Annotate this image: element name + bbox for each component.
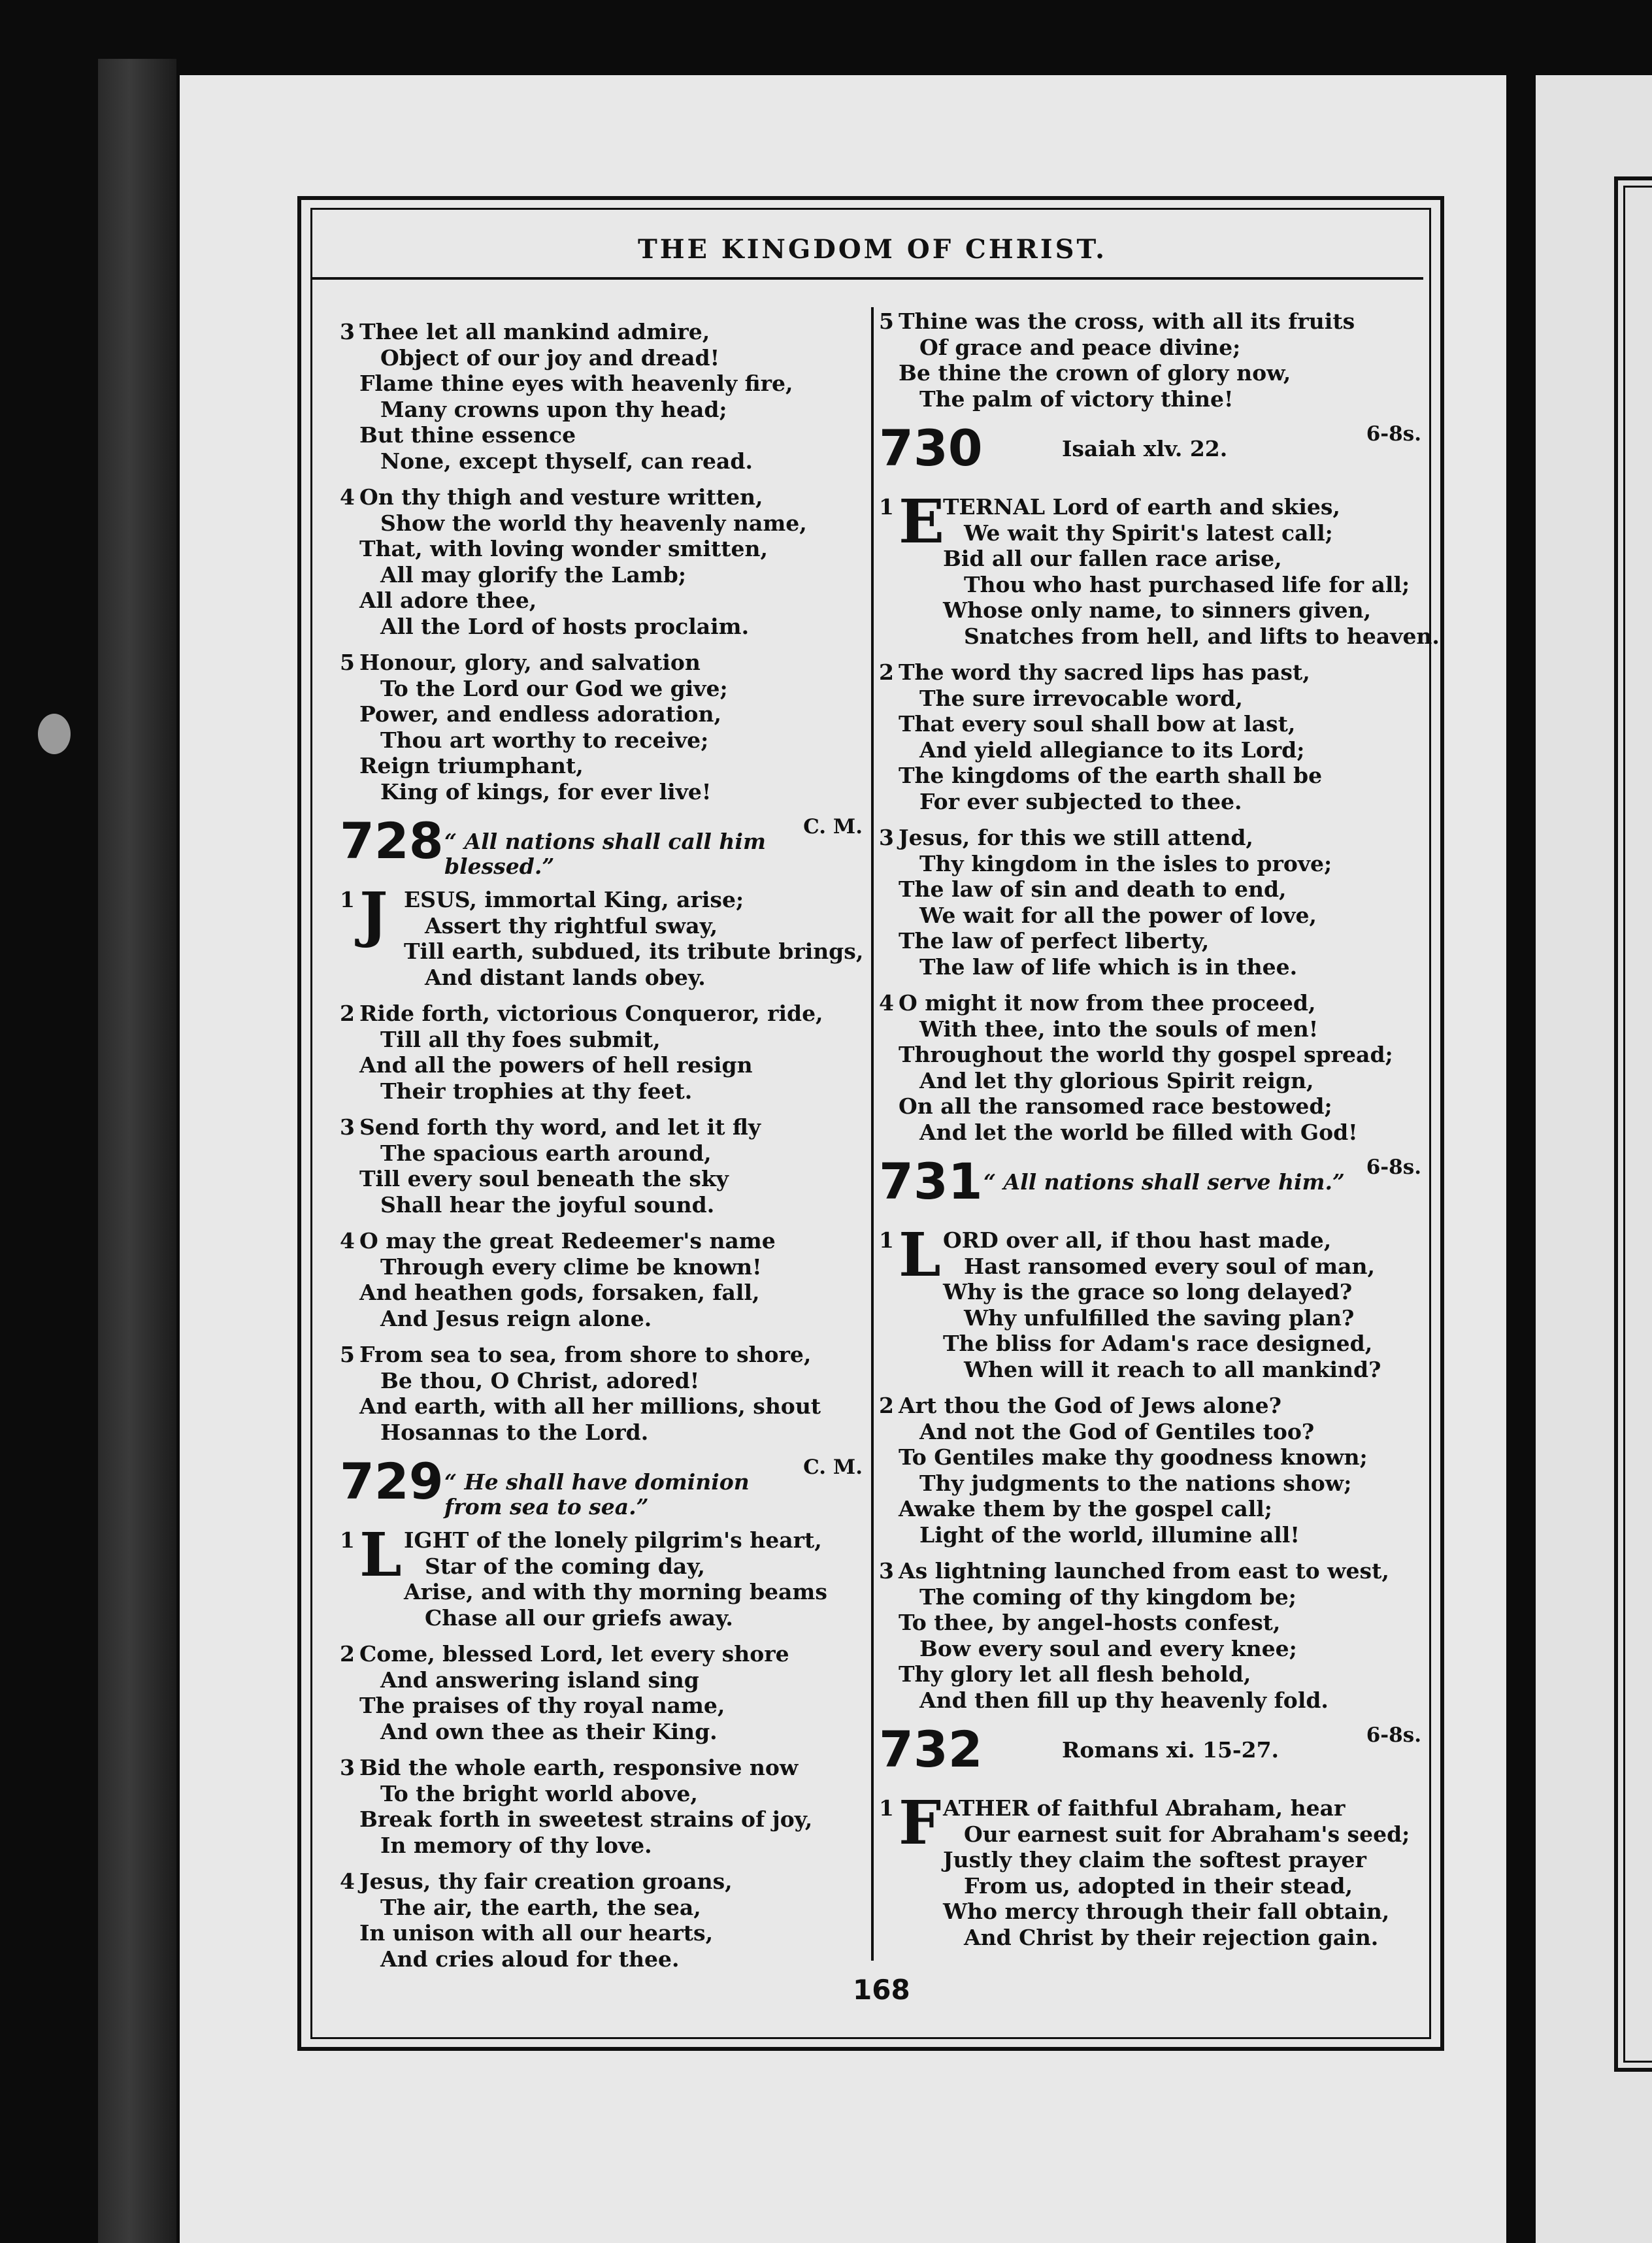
verse-line: And let thy glorious Spirit reign, bbox=[919, 1067, 1314, 1093]
verse-line: Who mercy through their fall obtain, bbox=[943, 1899, 1390, 1924]
running-head: THE KINGDOM OF CHRIST. bbox=[637, 234, 1108, 265]
stanza-number: 2 bbox=[879, 659, 894, 685]
verse-line: All may glorify the Lamb; bbox=[380, 561, 687, 588]
hymn-meter: 6-8s. bbox=[1366, 1723, 1421, 1747]
verse-line: Reign triumphant, bbox=[359, 753, 584, 778]
verse-line: Hast ransomed every soul of man, bbox=[964, 1253, 1375, 1279]
verse-line: Many crowns upon thy head; bbox=[380, 396, 727, 422]
hymn-body bbox=[340, 879, 869, 1445]
verse-line: Bow every soul and every knee; bbox=[919, 1635, 1297, 1661]
verse-line: Thy glory let all flesh behold, bbox=[899, 1661, 1251, 1687]
verse-line: Snatches from hell, and lifts to heaven. bbox=[964, 623, 1440, 649]
left-column bbox=[340, 319, 869, 1982]
verse-line: In memory of thy love. bbox=[380, 1832, 652, 1858]
stanza bbox=[879, 1393, 1428, 1548]
drop-cap: E bbox=[899, 486, 945, 557]
verse-line: And cries aloud for thee. bbox=[380, 1946, 680, 1972]
verse-line: The law of sin and death to end, bbox=[899, 876, 1287, 902]
drop-cap: L bbox=[899, 1220, 941, 1290]
verse-line: ORD over all, if thou hast made, bbox=[943, 1227, 1332, 1253]
page-number: 168 bbox=[853, 1974, 910, 2006]
verse-line: The coming of thy kingdom be; bbox=[919, 1584, 1297, 1610]
verse-line: With thee, into the souls of men! bbox=[919, 1016, 1319, 1042]
scan-smudge bbox=[38, 714, 71, 754]
verse-line: For ever subjected to thee. bbox=[919, 788, 1242, 814]
column-divider bbox=[871, 307, 874, 1961]
stanza bbox=[879, 825, 1428, 980]
verse-line: Till all thy foes submit, bbox=[380, 1026, 661, 1052]
stanza-number: 5 bbox=[879, 308, 894, 334]
hymn-title: “ All nations shall call him blessed.” bbox=[444, 829, 766, 879]
stanza-number: 1 bbox=[340, 887, 355, 912]
verse-line: To the bright world above, bbox=[380, 1780, 698, 1806]
hymn-body bbox=[340, 1520, 869, 1972]
verse-line: In unison with all our hearts, bbox=[359, 1920, 714, 1946]
hymn-meter: C. M. bbox=[803, 815, 863, 839]
verse-line: The sure irrevocable word, bbox=[919, 685, 1243, 711]
verse-line: Object of our joy and dread! bbox=[380, 344, 720, 371]
verse-line: When will it reach to all mankind? bbox=[964, 1356, 1381, 1382]
verse-line: Till every soul beneath the sky bbox=[359, 1166, 729, 1191]
verse-line: And Jesus reign alone. bbox=[380, 1305, 652, 1331]
verse-line: To Gentiles make thy goodness known; bbox=[899, 1444, 1368, 1470]
verse-line: And not the God of Gentiles too? bbox=[919, 1418, 1315, 1444]
hymn-title: “ He shall have dominion from sea to sea.” bbox=[444, 1469, 750, 1520]
verse-line: Of grace and peace divine; bbox=[919, 334, 1241, 360]
verse-line: And distant lands obey. bbox=[425, 964, 706, 990]
stanza-number: 1 bbox=[340, 1527, 355, 1553]
hymn-header bbox=[879, 419, 1428, 494]
hymn-header bbox=[879, 1152, 1428, 1227]
stanza bbox=[340, 879, 869, 990]
verse-line: Throughout the world thy gospel spread; bbox=[899, 1042, 1393, 1067]
verse-line: 2 Art thou the God of Jews alone? bbox=[879, 1393, 1281, 1418]
stanza-number: 1 bbox=[879, 1227, 894, 1253]
stanza-number: 3 bbox=[879, 1558, 894, 1584]
hymn-meter: 6-8s. bbox=[1366, 1155, 1421, 1179]
hymn-body bbox=[879, 1220, 1428, 1713]
stanza-number: 5 bbox=[340, 1342, 355, 1367]
hymn-number: 729 bbox=[340, 1452, 444, 1510]
verse-line: Be thine the crown of glory now, bbox=[899, 360, 1291, 386]
stanza bbox=[340, 1869, 869, 1972]
verse-line: And heathen gods, forsaken, fall, bbox=[359, 1280, 760, 1305]
verse-line: To thee, by angel-hosts confest, bbox=[899, 1610, 1281, 1635]
right-column bbox=[879, 308, 1440, 1961]
verse-line: 5 From sea to sea, from shore to shore, bbox=[340, 1342, 812, 1367]
stanza bbox=[340, 1001, 869, 1104]
verse-line: 5 Honour, glory, and salvation bbox=[340, 650, 701, 675]
verse-line: Thy judgments to the nations show; bbox=[919, 1470, 1352, 1496]
verse-line: The law of perfect liberty, bbox=[899, 928, 1210, 954]
stanza-number: 3 bbox=[340, 1755, 355, 1780]
verse-line: Why unfulfilled the saving plan? bbox=[964, 1304, 1355, 1331]
stanza bbox=[340, 1755, 869, 1858]
stanza-number: 4 bbox=[340, 1869, 355, 1894]
verse-line: And then fill up thy heavenly fold. bbox=[919, 1687, 1329, 1713]
verse-line: 4 O might it now from thee proceed, bbox=[879, 990, 1316, 1016]
verse-line: 2 The word thy sacred lips has past, bbox=[879, 659, 1310, 685]
stanza-number: 3 bbox=[340, 1114, 355, 1140]
verse-line: We wait for all the power of love, bbox=[919, 902, 1317, 928]
book-spine bbox=[98, 59, 176, 2243]
verse-line: Shall hear the joyful sound. bbox=[380, 1191, 715, 1218]
verse-line: The spacious earth around, bbox=[380, 1140, 712, 1166]
stanza-number: 2 bbox=[340, 1641, 355, 1667]
header-rule bbox=[312, 277, 1423, 280]
verse-line: Thou who hast purchased life for all; bbox=[964, 571, 1410, 597]
verse-line: Whose only name, to sinners given, bbox=[943, 597, 1372, 623]
verse-line: ATHER of faithful Abraham, hear bbox=[943, 1795, 1346, 1821]
verse-line: Our earnest suit for Abraham's seed; bbox=[964, 1821, 1410, 1847]
stanza bbox=[879, 486, 1440, 649]
verse-line: On all the ransomed race bestowed; bbox=[899, 1093, 1332, 1119]
stanza bbox=[879, 308, 1428, 412]
verse-line: The praises of thy royal name, bbox=[359, 1693, 725, 1718]
stanza bbox=[879, 1558, 1428, 1713]
verse-line: Arise, and with thy morning beams bbox=[404, 1579, 827, 1604]
verse-line: That every soul shall bow at last, bbox=[899, 711, 1296, 737]
verse-line: 4 Jesus, thy fair creation groans, bbox=[340, 1869, 733, 1894]
stanza-number: 4 bbox=[879, 990, 894, 1016]
hymn-title: “ All nations shall serve him.” bbox=[983, 1169, 1345, 1195]
stanza bbox=[340, 484, 869, 639]
verse-line: And own thee as their King. bbox=[380, 1718, 718, 1744]
verse-line: And let the world be filled with God! bbox=[919, 1119, 1358, 1145]
drop-cap: L bbox=[359, 1520, 402, 1590]
verse-line: All the Lord of hosts proclaim. bbox=[380, 613, 750, 639]
facing-page-edge bbox=[1536, 75, 1652, 2243]
stanza-number: 2 bbox=[879, 1393, 894, 1418]
verse-line: Light of the world, illumine all! bbox=[919, 1521, 1300, 1548]
facing-page-frame-inner bbox=[1623, 186, 1652, 2063]
verse-line: 3 Send forth thy word, and let it fly bbox=[340, 1114, 761, 1140]
hymn-body bbox=[879, 486, 1440, 1145]
stanza-number: 1 bbox=[879, 1795, 894, 1821]
verse-line: Thou art worthy to receive; bbox=[380, 727, 709, 753]
stanza-number: 4 bbox=[340, 484, 355, 510]
verse-line: 2 Come, blessed Lord, let every shore bbox=[340, 1641, 789, 1667]
verse-line: From us, adopted in their stead, bbox=[964, 1872, 1353, 1899]
stanza bbox=[340, 319, 869, 474]
verse-line: Break forth in sweetest strains of joy, bbox=[359, 1806, 813, 1832]
verse-line: Till earth, subdued, its tribute brings, bbox=[404, 939, 864, 964]
stanza bbox=[340, 1641, 869, 1744]
verse-line: The air, the earth, the sea, bbox=[380, 1894, 701, 1920]
verse-line: To the Lord our God we give; bbox=[380, 675, 728, 701]
verse-line: And yield allegiance to its Lord; bbox=[919, 737, 1305, 763]
hymn-number: 730 bbox=[879, 419, 983, 477]
verse-line: And earth, with all her millions, shout bbox=[359, 1393, 821, 1419]
stanza bbox=[340, 1342, 869, 1445]
stanza bbox=[340, 1520, 869, 1631]
stanza bbox=[879, 659, 1428, 814]
verse-line: 3 As lightning launched from east to west, bbox=[879, 1558, 1389, 1584]
verse-line: Be thou, O Christ, adored! bbox=[380, 1367, 700, 1393]
hymn-body bbox=[879, 1787, 1428, 1950]
verse-line: Their trophies at thy feet. bbox=[380, 1078, 693, 1104]
stanza bbox=[879, 990, 1428, 1145]
verse-line: Why is the grace so long delayed? bbox=[943, 1279, 1353, 1304]
verse-line: 5 Thine was the cross, with all its fruits bbox=[879, 308, 1355, 334]
verse-line: We wait thy Spirit's latest call; bbox=[964, 520, 1333, 546]
verse-line: Flame thine eyes with heavenly fire, bbox=[359, 371, 793, 396]
hymn-header bbox=[340, 812, 869, 887]
stanza-number: 3 bbox=[879, 825, 894, 850]
stanza bbox=[879, 1220, 1428, 1382]
verse-line: Hosannas to the Lord. bbox=[380, 1419, 649, 1445]
verse-line: Chase all our griefs away. bbox=[425, 1604, 733, 1631]
stanza bbox=[340, 650, 869, 805]
verse-line: IGHT of the lonely pilgrim's heart, bbox=[404, 1527, 822, 1553]
verse-line: Through every clime be known! bbox=[380, 1254, 762, 1280]
hymn-title: Romans xi. 15-27. bbox=[1062, 1737, 1280, 1763]
verse-line: 4 O may the great Redeemer's name bbox=[340, 1228, 776, 1254]
verse-line: The bliss for Adam's race designed, bbox=[943, 1331, 1373, 1356]
hymn-number: 732 bbox=[879, 1720, 983, 1778]
hymn-meter: C. M. bbox=[803, 1455, 863, 1479]
verse-line: And all the powers of hell resign bbox=[359, 1052, 753, 1078]
stanza bbox=[879, 1787, 1428, 1950]
verse-line: But thine essence bbox=[359, 422, 576, 448]
hymn-meter: 6-8s. bbox=[1366, 422, 1421, 446]
stanza-number: 3 bbox=[340, 319, 355, 344]
verse-line: King of kings, for ever live! bbox=[380, 778, 712, 805]
verse-line: The law of life which is in thee. bbox=[919, 954, 1298, 980]
verse-line: 3 Jesus, for this we still attend, bbox=[879, 825, 1253, 850]
hymn-number: 728 bbox=[340, 812, 444, 870]
verse-line: Star of the coming day, bbox=[425, 1553, 705, 1579]
verse-line: Bid all our fallen race arise, bbox=[943, 546, 1282, 571]
verse-line: And Christ by their rejection gain. bbox=[964, 1924, 1379, 1950]
verse-line: Justly they claim the softest prayer bbox=[943, 1847, 1366, 1872]
verse-line: That, with loving wonder smitten, bbox=[359, 536, 768, 561]
verse-line: 3 Bid the whole earth, responsive now bbox=[340, 1755, 799, 1780]
stanza-number: 1 bbox=[879, 494, 894, 520]
stanza bbox=[340, 1114, 869, 1218]
drop-cap: J bbox=[359, 879, 388, 950]
drop-cap: F bbox=[899, 1787, 942, 1858]
stanza-number: 4 bbox=[340, 1228, 355, 1254]
verse-line: 3 Thee let all mankind admire, bbox=[340, 319, 710, 344]
hymn-title: Isaiah xlv. 22. bbox=[1062, 436, 1228, 461]
verse-line: 2 Ride forth, victorious Conqueror, ride, bbox=[340, 1001, 823, 1026]
verse-line: Assert thy rightful sway, bbox=[425, 912, 718, 939]
stanza bbox=[340, 1228, 869, 1331]
verse-line: Awake them by the gospel call; bbox=[899, 1496, 1272, 1521]
verse-line: Show the world thy heavenly name, bbox=[380, 510, 807, 536]
hymn-number: 731 bbox=[879, 1152, 983, 1210]
verse-line: All adore thee, bbox=[359, 588, 537, 613]
verse-line: And answering island sing bbox=[380, 1667, 699, 1693]
hymn-header bbox=[879, 1720, 1428, 1795]
verse-line: The kingdoms of the earth shall be bbox=[899, 763, 1323, 788]
verse-line: None, except thyself, can read. bbox=[380, 448, 753, 474]
hymn-header bbox=[340, 1452, 869, 1527]
verse-line: TERNAL Lord of earth and skies, bbox=[943, 494, 1340, 520]
stanza-number: 5 bbox=[340, 650, 355, 675]
verse-line: 4 On thy thigh and vesture written, bbox=[340, 484, 763, 510]
verse-line: Power, and endless adoration, bbox=[359, 701, 721, 727]
verse-line: ESUS, immortal King, arise; bbox=[404, 887, 744, 912]
verse-line: The palm of victory thine! bbox=[919, 386, 1234, 412]
verse-line: Thy kingdom in the isles to prove; bbox=[919, 850, 1332, 876]
stanza-number: 2 bbox=[340, 1001, 355, 1026]
